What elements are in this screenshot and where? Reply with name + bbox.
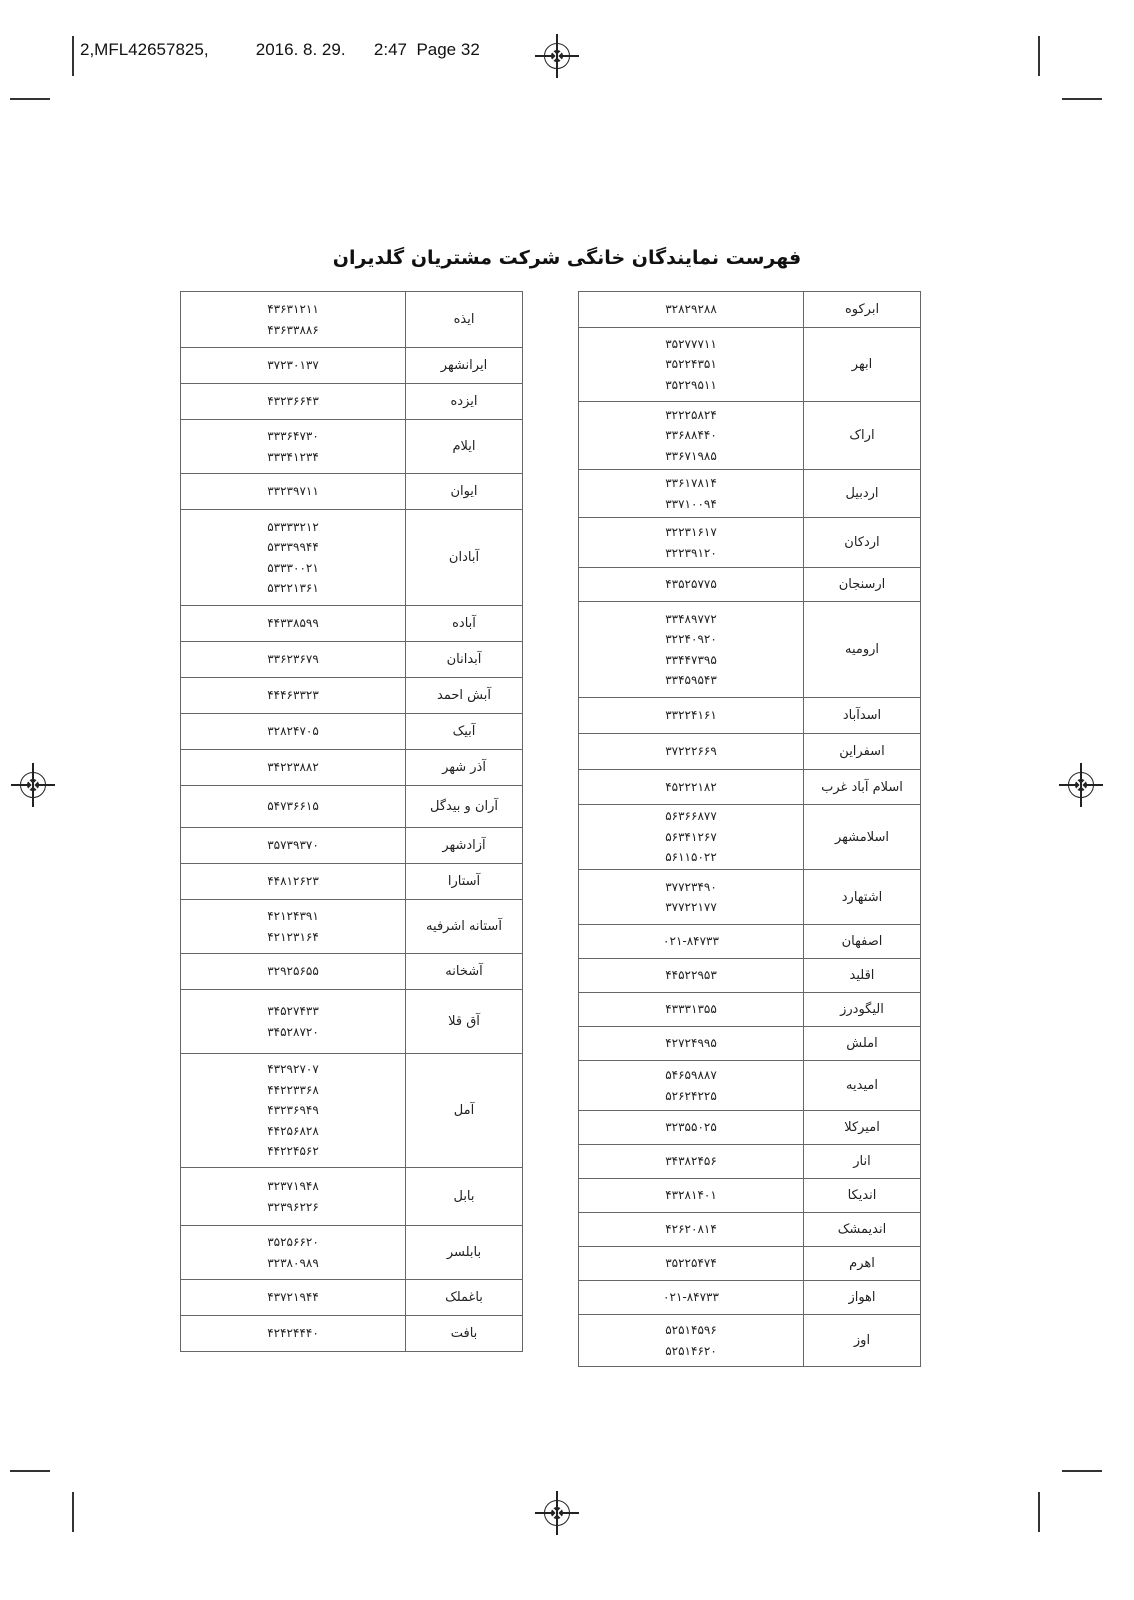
table-row bbox=[181, 420, 523, 474]
city-name-cell: اهرم bbox=[804, 1247, 921, 1281]
table-row bbox=[579, 602, 921, 698]
phone-numbers-cell bbox=[579, 959, 804, 993]
phone-number: ۴۲۱۲۴۳۹۱ bbox=[267, 909, 319, 923]
phone-numbers-cell bbox=[579, 993, 804, 1027]
city-name-cell: اراک bbox=[804, 402, 921, 470]
phone-number: ۴۴۲۲۳۳۶۸ bbox=[267, 1082, 319, 1097]
phone-numbers-cell bbox=[181, 900, 406, 954]
phone-numbers-cell bbox=[181, 714, 406, 750]
city-name-cell: آباده bbox=[406, 606, 523, 642]
city-name-cell: آستانه اشرفیه bbox=[406, 900, 523, 954]
table-row bbox=[181, 510, 523, 606]
phone-number: ۴۲۷۲۴۹۹۵ bbox=[665, 1036, 717, 1051]
phone-number: ۳۲۹۲۵۶۵۵ bbox=[267, 964, 319, 979]
crop-mark bbox=[1062, 1470, 1102, 1472]
phone-numbers-cell bbox=[579, 1247, 804, 1281]
phone-numbers-cell bbox=[181, 1226, 406, 1280]
phone-number: ۳۳۶۷۱۹۸۵ bbox=[665, 448, 717, 463]
city-name-cell: انار bbox=[804, 1145, 921, 1179]
table-row bbox=[579, 1315, 921, 1367]
table-row bbox=[579, 870, 921, 925]
table-row bbox=[181, 606, 523, 642]
city-name-cell: اسلامشهر bbox=[804, 805, 921, 870]
city-name-cell: بابلسر bbox=[406, 1226, 523, 1280]
table-row bbox=[181, 678, 523, 714]
city-name-cell: آمل bbox=[406, 1054, 523, 1168]
city-name-cell: ایوان bbox=[406, 474, 523, 510]
registration-mark-icon bbox=[544, 43, 570, 69]
table-row bbox=[579, 1179, 921, 1213]
dealer-table-left bbox=[180, 291, 523, 1352]
phone-numbers-cell bbox=[579, 698, 804, 734]
phone-number: ۴۴۵۲۲۹۵۳ bbox=[665, 968, 717, 983]
city-name-cell: الیگودرز bbox=[804, 993, 921, 1027]
table-row bbox=[579, 734, 921, 770]
phone-numbers-cell bbox=[579, 1179, 804, 1213]
phone-numbers-cell bbox=[181, 1316, 406, 1352]
phone-number: ۴۳۲۳۶۹۴۹ bbox=[267, 1103, 319, 1118]
city-name-cell: اشتهارد bbox=[804, 870, 921, 925]
city-name-cell: اسلام آباد غرب bbox=[804, 770, 921, 805]
phone-number: ۳۴۳۸۲۴۵۶ bbox=[665, 1154, 717, 1169]
phone-number: ۳۲۲۳۹۱۲۰ bbox=[665, 545, 717, 560]
city-name-cell: آستارا bbox=[406, 864, 523, 900]
table-row bbox=[579, 470, 921, 518]
phone-number: ۳۲۸۲۴۷۰۵ bbox=[267, 724, 319, 739]
table-row bbox=[181, 1226, 523, 1280]
phone-numbers-cell bbox=[181, 474, 406, 510]
table-row bbox=[181, 348, 523, 384]
city-name-cell: ایرانشهر bbox=[406, 348, 523, 384]
registration-mark-icon bbox=[544, 1500, 570, 1526]
phone-number: ۵۳۳۳۹۹۴۴ bbox=[267, 540, 319, 554]
phone-number: ۳۳۲۳۹۷۱۱ bbox=[267, 484, 319, 499]
city-name-cell: ارومیه bbox=[804, 602, 921, 698]
city-name-cell: ابرکوه bbox=[804, 292, 921, 328]
table-row bbox=[181, 828, 523, 864]
table-row bbox=[181, 1054, 523, 1168]
phone-number: ۳۳۳۶۴۷۳۰ bbox=[267, 429, 319, 443]
table-row bbox=[181, 1168, 523, 1226]
phone-number: ۳۲۳۷۱۹۴۸ bbox=[267, 1179, 319, 1193]
table-row bbox=[181, 1316, 523, 1352]
phone-numbers-cell bbox=[579, 1145, 804, 1179]
table-row bbox=[181, 900, 523, 954]
crop-mark bbox=[10, 1470, 50, 1472]
phone-number: ۵۳۳۳۰۰۲۱ bbox=[267, 560, 319, 575]
phone-number: ۳۳۶۲۳۶۷۹ bbox=[267, 652, 319, 667]
phone-number: ۴۳۶۳۱۲۱۱ bbox=[267, 302, 319, 316]
city-name-cell: ایزده bbox=[406, 384, 523, 420]
city-name-cell: آذر شهر bbox=[406, 750, 523, 786]
phone-numbers-cell bbox=[579, 470, 804, 518]
phone-numbers-cell bbox=[579, 925, 804, 959]
phone-number: ۳۲۳۸۰۹۸۹ bbox=[267, 1255, 319, 1270]
city-name-cell: امیدیه bbox=[804, 1061, 921, 1111]
phone-number: ۳۵۲۲۹۵۱۱ bbox=[665, 377, 717, 392]
phone-number: ۵۴۶۵۹۸۸۷ bbox=[665, 1068, 717, 1082]
phone-numbers-cell bbox=[181, 1280, 406, 1316]
table-row bbox=[579, 1027, 921, 1061]
phone-numbers-cell bbox=[579, 518, 804, 568]
phone-number: ۳۲۲۲۵۸۲۴ bbox=[665, 407, 717, 422]
phone-numbers-cell bbox=[579, 770, 804, 805]
phone-number: ۳۴۲۲۳۸۸۲ bbox=[267, 760, 319, 775]
city-name-cell: آبیک bbox=[406, 714, 523, 750]
city-name-cell: اندیمشک bbox=[804, 1213, 921, 1247]
phone-number: ۴۴۸۱۲۶۲۳ bbox=[267, 874, 319, 889]
phone-numbers-cell bbox=[181, 828, 406, 864]
phone-number: ۳۴۵۲۷۴۳۳ bbox=[267, 1004, 319, 1018]
phone-number: ۳۳۴۵۹۵۴۳ bbox=[665, 673, 717, 687]
city-name-cell: ایلام bbox=[406, 420, 523, 474]
table-row bbox=[579, 925, 921, 959]
phone-number: ۳۲۳۵۵۰۲۵ bbox=[665, 1120, 717, 1135]
phone-number: ۳۵۲۵۶۶۲۰ bbox=[267, 1235, 319, 1249]
phone-numbers-cell bbox=[181, 954, 406, 990]
table-row bbox=[181, 786, 523, 828]
city-name-cell: باغملک bbox=[406, 1280, 523, 1316]
table-row bbox=[579, 518, 921, 568]
phone-numbers-cell bbox=[579, 1111, 804, 1145]
city-name-cell: اهواز bbox=[804, 1281, 921, 1315]
phone-number: ۳۲۸۲۹۲۸۸ bbox=[665, 302, 717, 317]
phone-numbers-cell bbox=[181, 678, 406, 714]
table-row bbox=[181, 750, 523, 786]
phone-numbers-cell bbox=[579, 734, 804, 770]
city-name-cell: ابهر bbox=[804, 328, 921, 402]
phone-numbers-cell bbox=[579, 1213, 804, 1247]
phone-numbers-cell bbox=[181, 292, 406, 348]
phone-number: ۴۳۵۲۵۷۷۵ bbox=[665, 577, 717, 592]
phone-number: ۳۵۲۷۷۷۱۱ bbox=[665, 336, 717, 351]
phone-number: ۴۳۲۹۲۷۰۷ bbox=[267, 1062, 319, 1077]
phone-numbers-cell bbox=[181, 606, 406, 642]
phone-number: ۴۳۲۳۶۶۴۳ bbox=[267, 394, 319, 409]
phone-number: ۵۶۱۱۵۰۲۲ bbox=[665, 850, 717, 865]
registration-mark-icon bbox=[1068, 772, 1094, 798]
phone-numbers-cell bbox=[181, 786, 406, 828]
table-row bbox=[181, 714, 523, 750]
phone-number: ۴۵۲۲۲۱۸۲ bbox=[665, 779, 717, 794]
city-name-cell: اردبیل bbox=[804, 470, 921, 518]
city-name-cell: آران و بیدگل bbox=[406, 786, 523, 828]
phone-numbers-cell bbox=[181, 510, 406, 606]
table-row bbox=[181, 990, 523, 1054]
phone-numbers-cell bbox=[579, 1027, 804, 1061]
city-name-cell: آبش احمد bbox=[406, 678, 523, 714]
phone-number: ۰۲۱-۸۴۷۳۳ bbox=[663, 934, 719, 949]
table-row bbox=[579, 1061, 921, 1111]
phone-numbers-cell bbox=[579, 870, 804, 925]
city-name-cell: املش bbox=[804, 1027, 921, 1061]
phone-number: ۳۳۲۲۴۱۶۱ bbox=[665, 708, 717, 723]
phone-number: ۳۷۷۲۲۱۷۷ bbox=[665, 900, 717, 914]
city-name-cell: ارسنجان bbox=[804, 568, 921, 602]
print-header: 2,MFL42657825, 2016. 8. 29. 2:47 Page 32 bbox=[80, 40, 480, 59]
city-name-cell: بابل bbox=[406, 1168, 523, 1226]
phone-numbers-cell bbox=[181, 384, 406, 420]
city-name-cell: ایذه bbox=[406, 292, 523, 348]
phone-number: ۵۶۳۶۶۸۷۷ bbox=[665, 809, 717, 824]
phone-numbers-cell bbox=[579, 602, 804, 698]
city-name-cell: آشخانه bbox=[406, 954, 523, 990]
table-row bbox=[579, 1145, 921, 1179]
city-name-cell: اسفراین bbox=[804, 734, 921, 770]
phone-number: ۳۷۲۲۲۶۶۹ bbox=[665, 744, 717, 759]
phone-numbers-cell bbox=[181, 1168, 406, 1226]
phone-number: ۵۳۲۲۱۳۶۱ bbox=[267, 581, 319, 595]
table-row bbox=[181, 864, 523, 900]
phone-number: ۳۳۷۱۰۰۹۴ bbox=[665, 496, 717, 511]
phone-number: ۴۴۲۵۶۸۲۸ bbox=[267, 1123, 319, 1138]
table-row bbox=[579, 698, 921, 734]
city-name-cell: اندیکا bbox=[804, 1179, 921, 1213]
table-row bbox=[181, 292, 523, 348]
phone-number: ۴۴۴۶۳۳۲۳ bbox=[267, 688, 319, 703]
table-row bbox=[579, 770, 921, 805]
city-name-cell: اوز bbox=[804, 1315, 921, 1367]
phone-number: ۳۵۲۲۵۴۷۴ bbox=[665, 1256, 717, 1271]
phone-number: ۳۳۴۸۹۷۷۲ bbox=[665, 611, 717, 626]
phone-numbers-cell bbox=[181, 348, 406, 384]
table-row bbox=[579, 402, 921, 470]
phone-number: ۳۵۷۳۹۳۷۰ bbox=[267, 838, 319, 853]
phone-number: ۳۳۳۴۱۲۳۴ bbox=[267, 449, 319, 464]
table-row bbox=[181, 1280, 523, 1316]
crop-mark bbox=[1062, 98, 1102, 100]
table-row bbox=[579, 993, 921, 1027]
city-name-cell: بافت bbox=[406, 1316, 523, 1352]
phone-number: ۴۲۶۲۰۸۱۴ bbox=[665, 1222, 717, 1237]
city-name-cell: اسدآباد bbox=[804, 698, 921, 734]
phone-number: ۳۴۵۲۸۷۲۰ bbox=[267, 1024, 319, 1039]
phone-numbers-cell bbox=[579, 402, 804, 470]
phone-number: ۳۲۲۴۰۹۲۰ bbox=[665, 632, 717, 646]
phone-number: ۰۲۱-۸۴۷۳۳ bbox=[663, 1290, 719, 1305]
table-row bbox=[181, 474, 523, 510]
city-name-cell: اصفهان bbox=[804, 925, 921, 959]
table-row bbox=[579, 805, 921, 870]
phone-number: ۴۳۶۳۳۸۸۶ bbox=[267, 322, 319, 337]
phone-number: ۵۲۵۱۴۶۲۰ bbox=[665, 1343, 717, 1358]
phone-number: ۵۳۳۳۳۲۱۲ bbox=[267, 519, 319, 534]
phone-number: ۳۷۷۲۳۴۹۰ bbox=[665, 879, 717, 894]
phone-numbers-cell bbox=[579, 1061, 804, 1111]
phone-number: ۴۲۱۲۳۱۶۴ bbox=[267, 929, 319, 944]
table-row bbox=[579, 328, 921, 402]
phone-numbers-cell bbox=[579, 292, 804, 328]
phone-number: ۵۲۵۱۴۵۹۶ bbox=[665, 1323, 717, 1337]
phone-number: ۴۴۲۲۴۵۶۲ bbox=[267, 1144, 319, 1159]
phone-number: ۳۲۳۹۶۲۲۶ bbox=[267, 1199, 319, 1214]
crop-mark bbox=[72, 1492, 74, 1532]
city-name-cell: آق قلا bbox=[406, 990, 523, 1054]
registration-mark-icon bbox=[20, 772, 46, 798]
phone-numbers-cell bbox=[181, 864, 406, 900]
phone-numbers-cell bbox=[181, 420, 406, 474]
city-name-cell: آبدانان bbox=[406, 642, 523, 678]
phone-number: ۴۳۳۳۱۳۵۵ bbox=[665, 1002, 717, 1017]
phone-number: ۵۴۷۳۶۶۱۵ bbox=[267, 799, 319, 814]
phone-numbers-cell bbox=[181, 1054, 406, 1168]
city-name-cell: امیرکلا bbox=[804, 1111, 921, 1145]
phone-number: ۳۷۲۳۰۱۳۷ bbox=[267, 358, 319, 373]
phone-numbers-cell bbox=[579, 568, 804, 602]
phone-numbers-cell bbox=[181, 642, 406, 678]
phone-number: ۳۳۶۸۸۴۴۰ bbox=[665, 428, 717, 443]
city-name-cell: آبادان bbox=[406, 510, 523, 606]
phone-number: ۳۳۶۱۷۸۱۴ bbox=[665, 476, 717, 490]
phone-number: ۳۲۲۳۱۶۱۷ bbox=[665, 525, 717, 539]
crop-mark bbox=[1038, 1492, 1040, 1532]
phone-numbers-cell bbox=[579, 1315, 804, 1367]
table-row bbox=[579, 292, 921, 328]
city-name-cell: اردکان bbox=[804, 518, 921, 568]
phone-numbers-cell bbox=[579, 805, 804, 870]
phone-numbers-cell bbox=[579, 1281, 804, 1315]
phone-number: ۳۵۲۲۴۳۵۱ bbox=[665, 357, 717, 372]
phone-number: ۴۲۴۲۴۴۴۰ bbox=[267, 1326, 319, 1341]
phone-numbers-cell bbox=[181, 990, 406, 1054]
crop-mark bbox=[72, 36, 74, 76]
table-row bbox=[579, 1213, 921, 1247]
table-row bbox=[181, 954, 523, 990]
phone-numbers-cell bbox=[181, 750, 406, 786]
phone-number: ۴۳۷۲۱۹۴۴ bbox=[267, 1290, 319, 1305]
dealer-table-right bbox=[578, 291, 921, 1367]
phone-number: ۴۳۲۸۱۴۰۱ bbox=[665, 1188, 717, 1203]
table-row bbox=[579, 1247, 921, 1281]
city-name-cell: آزادشهر bbox=[406, 828, 523, 864]
table-row bbox=[181, 642, 523, 678]
table-row bbox=[579, 1281, 921, 1315]
phone-number: ۴۴۳۳۸۵۹۹ bbox=[267, 616, 319, 631]
page-title: فهرست نمایندگان خانگی شرکت مشتریان گلدیران bbox=[332, 247, 802, 269]
table-row bbox=[579, 959, 921, 993]
phone-numbers-cell bbox=[579, 328, 804, 402]
table-row bbox=[181, 384, 523, 420]
crop-mark bbox=[10, 98, 50, 100]
city-name-cell: اقلید bbox=[804, 959, 921, 993]
phone-number: ۵۶۳۴۱۲۶۷ bbox=[665, 829, 717, 844]
table-row bbox=[579, 568, 921, 602]
phone-number: ۵۲۶۲۴۲۲۵ bbox=[665, 1088, 717, 1103]
crop-mark bbox=[1038, 36, 1040, 76]
table-row bbox=[579, 1111, 921, 1145]
phone-number: ۳۳۴۴۷۳۹۵ bbox=[665, 652, 717, 667]
